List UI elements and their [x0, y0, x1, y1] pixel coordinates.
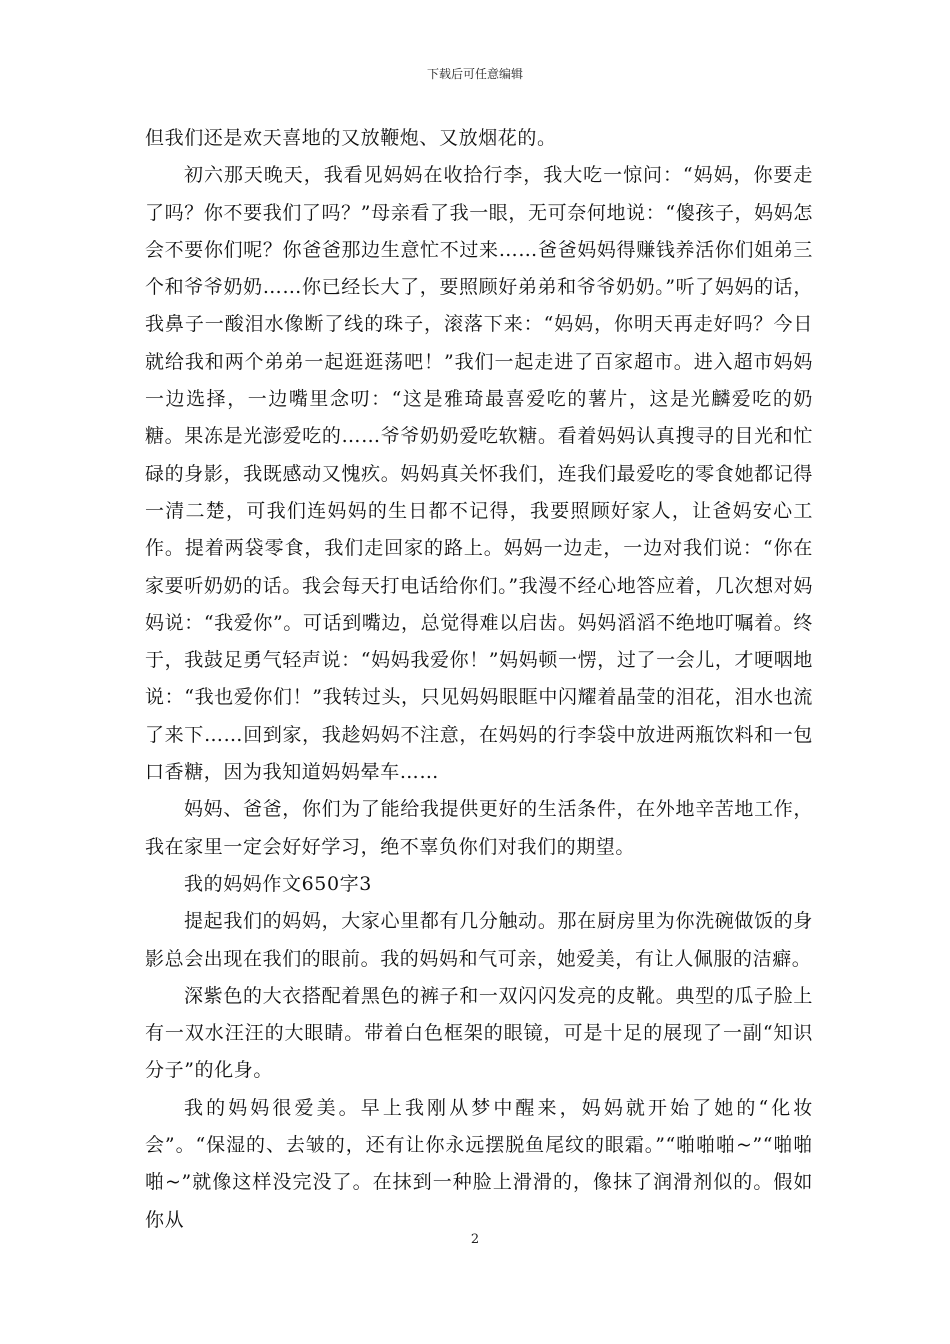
paragraph: 但我们还是欢天喜地的又放鞭炮、又放烟花的。	[145, 127, 557, 149]
paragraph: 我的妈妈很爱美。早上我刚从梦中醒来，妈妈就开始了她的“化妆会”。“保湿的、去皱的，还有让你永远摆脱鱼尾纹的眼霜。”“啪啪啪~”“啪啪啪~”就像这样没完没了。在抹到一种脸上滑滑的，像抹了润滑剂似的。假如你从	[145, 1096, 813, 1231]
section-heading: 我的妈妈作文650字3	[184, 872, 372, 895]
body-text	[145, 120, 813, 1239]
paragraph: 提起我们的妈妈，大家心里都有几分触动。那在厨房里为你洗碗做饭的身影总会出现在我们的眼前。我的妈妈和气可亲，她爱美，有让人佩服的洁癖。	[145, 910, 813, 970]
page-number: 2	[470, 1232, 480, 1247]
page-header: 下载后可任意编辑	[426, 67, 523, 81]
paragraph: 深紫色的大衣搭配着黑色的裤子和一双闪闪发亮的皮靴。典型的瓜子脸上有一双水汪汪的大眼睛。带着白色框架的眼镜，可是十足的展现了一副“知识分子”的化身。	[145, 984, 813, 1082]
paragraph: 妈妈、爸爸，你们为了能给我提供更好的生活条件，在外地辛苦地工作，我在家里一定会好好学习，绝不辜负你们对我们的期望。	[145, 798, 813, 858]
paragraph: 初六那天晚天，我看见妈妈在收拾行李，我大吃一惊问：“妈妈，你要走了吗？你不要我们了吗？”母亲看了我一眼，无可奈何地说：“傻孩子，妈妈怎会不要你们呢？你爸爸那边生意忙不过来……爸爸妈妈得赚钱养活你们姐弟三个和爷爷奶奶……你已经长大了，要照顾好弟弟和爷爷奶奶。”听了妈妈的话，我鼻子一酸泪水像断了线的珠子，滚落下来：“妈妈，你明天再走好吗？今日就给我和两个弟弟一起逛逛荡吧！”我们一起走进了百家超市。进入超市妈妈一边选择，一边嘴里念叨：“这是雅琦最喜爱吃的薯片，这是光麟爱吃的奶糖。果冻是光澎爱吃的……爷爷奶奶爱吃软糖。看着妈妈认真搜寻的目光和忙碌的身影，我既感动又愧疚。妈妈真关怀我们，连我们最爱吃的零食她都记得一清二楚，可我们连妈妈的生日都不记得，我要照顾好家人，让爸妈安心工作。提着两袋零食，我们走回家的路上。妈妈一边走，一边对我们说：“你在家要听奶奶的话。我会每天打电话给你们。”我漫不经心地答应着，几次想对妈妈说：“我爱你”。可话到嘴边，总觉得难以启齿。妈妈滔滔不绝地叮嘱着。终于，我鼓足勇气轻声说：“妈妈我爱你！”妈妈顿一愣，过了一会儿，才哽咽地说：“我也爱你们！”我转过头，只见妈妈眼眶中闪耀着晶莹的泪花，泪水也流了来下……回到家，我趁妈妈不注意，在妈妈的行李袋中放进两瓶饮料和一包口香糖，因为我知道妈妈晕车……	[145, 164, 813, 784]
